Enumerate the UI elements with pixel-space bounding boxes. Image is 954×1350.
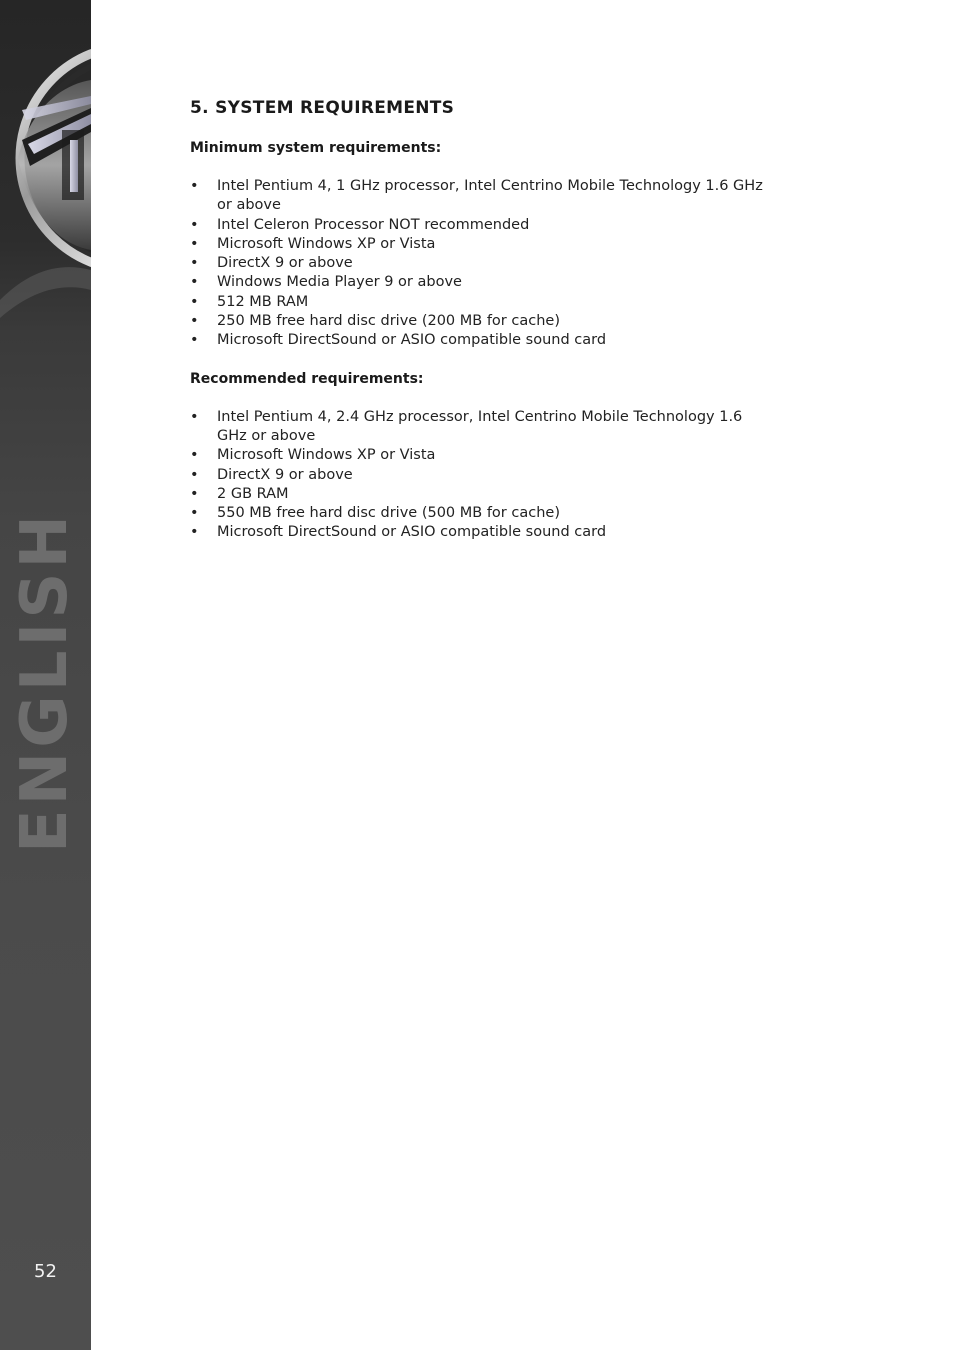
bullet-icon: • bbox=[190, 235, 199, 252]
list-item-text: Intel Pentium 4, 2.4 GHz processor, Intel Centrino Mobile Technology 1.6 GHz or above bbox=[217, 408, 743, 444]
list-item bbox=[190, 312, 765, 331]
minimum-requirements-heading: Minimum system requirements: bbox=[190, 140, 442, 156]
list-item-text: 550 MB free hard disc drive (500 MB for cache) bbox=[217, 505, 560, 522]
bullet-icon: • bbox=[190, 332, 199, 349]
minimum-requirements-list bbox=[190, 177, 765, 351]
list-item-text: Windows Media Player 9 or above bbox=[217, 274, 462, 291]
list-item-text: DirectX 9 or above bbox=[217, 466, 353, 483]
bullet-icon: • bbox=[190, 293, 199, 310]
chrome-emblem-icon bbox=[0, 0, 91, 330]
list-item-text: DirectX 9 or above bbox=[217, 255, 353, 272]
bullet-icon: • bbox=[190, 524, 199, 541]
language-tab-label: ENGLISH bbox=[8, 510, 82, 854]
list-item-text: 250 MB free hard disc drive (200 MB for cache) bbox=[217, 313, 560, 330]
list-item bbox=[190, 235, 765, 254]
list-item bbox=[190, 446, 765, 465]
bullet-icon: • bbox=[190, 505, 199, 522]
list-item-text: 512 MB RAM bbox=[217, 293, 309, 310]
list-item-text: Microsoft Windows XP or Vista bbox=[217, 447, 436, 464]
bullet-icon: • bbox=[190, 255, 199, 272]
bullet-icon: • bbox=[190, 447, 199, 464]
bullet-icon: • bbox=[190, 216, 199, 233]
bullet-icon: • bbox=[190, 485, 199, 502]
bullet-icon: • bbox=[190, 274, 199, 291]
list-item bbox=[190, 293, 765, 312]
list-item bbox=[190, 216, 765, 235]
list-item-text: 2 GB RAM bbox=[217, 485, 289, 502]
recommended-requirements-heading: Recommended requirements: bbox=[190, 370, 424, 387]
section-title: 5. SYSTEM REQUIREMENTS bbox=[190, 98, 455, 118]
list-item bbox=[190, 254, 765, 273]
page-number: 52 bbox=[34, 1261, 57, 1282]
bullet-icon: • bbox=[190, 178, 199, 194]
document-body bbox=[190, 97, 765, 543]
list-item bbox=[190, 523, 765, 542]
list-item bbox=[190, 485, 765, 504]
sidebar bbox=[0, 0, 91, 1350]
list-item bbox=[190, 177, 765, 216]
list-item bbox=[190, 273, 765, 292]
list-item bbox=[190, 331, 765, 350]
recommended-requirements-list bbox=[190, 408, 765, 543]
list-item-text: Microsoft DirectSound or ASIO compatible sound card bbox=[217, 332, 607, 349]
list-item bbox=[190, 466, 765, 485]
bullet-icon: • bbox=[190, 466, 199, 483]
list-item bbox=[190, 504, 765, 523]
list-item-text: Intel Pentium 4, 1 GHz processor, Intel Centrino Mobile Technology 1.6 GHz or above bbox=[217, 178, 763, 214]
list-item bbox=[190, 408, 765, 447]
list-item-text: Microsoft Windows XP or Vista bbox=[217, 235, 436, 252]
bullet-icon: • bbox=[190, 313, 199, 330]
list-item-text: Microsoft DirectSound or ASIO compatible sound card bbox=[217, 524, 607, 541]
bullet-icon: • bbox=[190, 408, 199, 425]
list-item-text: Intel Celeron Processor NOT recommended bbox=[217, 216, 530, 233]
